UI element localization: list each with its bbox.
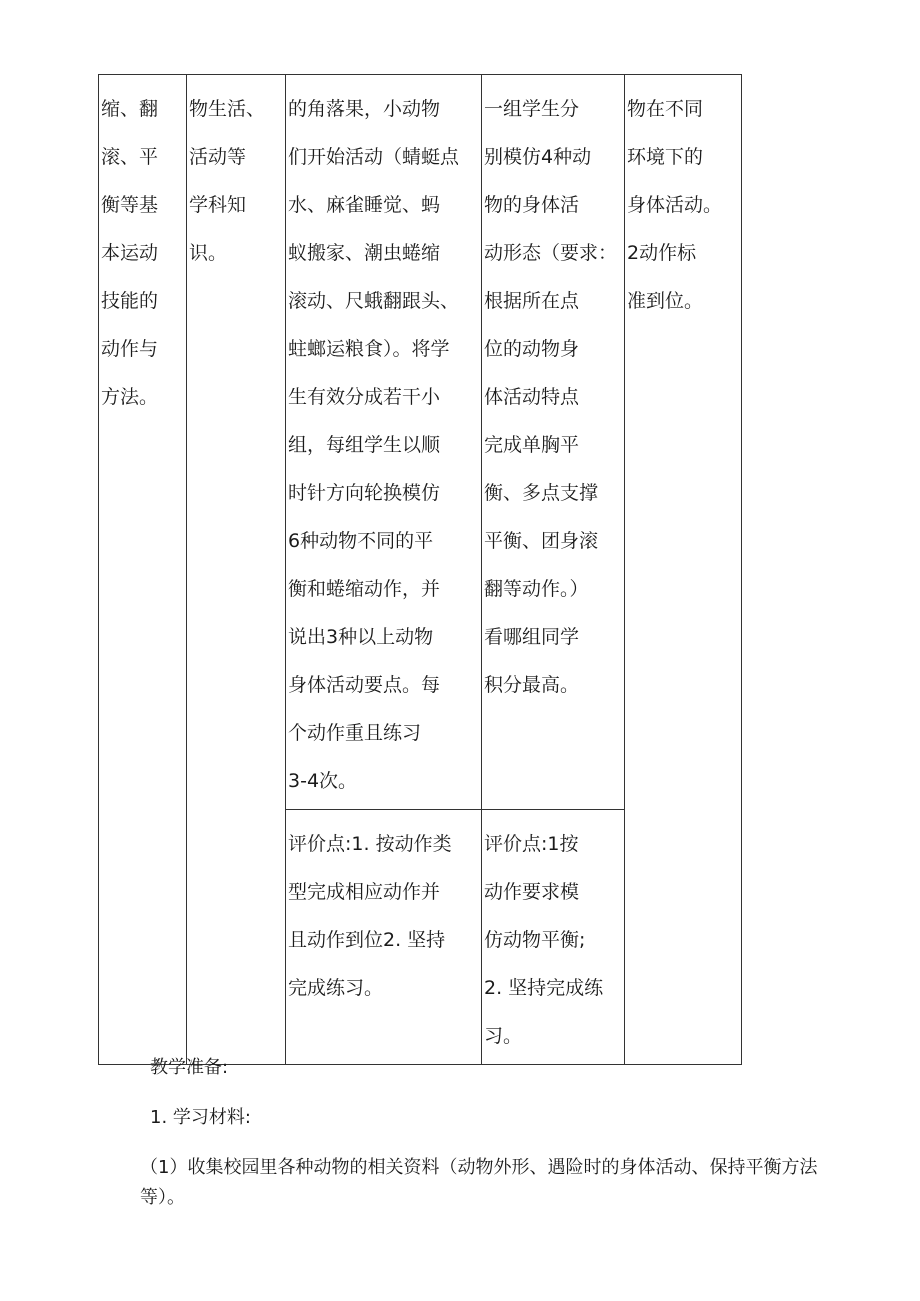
cell-line: 的角落果，小动物 (288, 98, 441, 120)
cell-line: 动形态（要求： (484, 242, 618, 264)
cell-line: 仿动物平衡; (484, 929, 586, 951)
cell-line: 积分最高。 (484, 674, 580, 696)
student-activity-cell (482, 75, 625, 810)
cell-line: 且动作到位2. 坚持 (288, 929, 446, 951)
cell-line: 完成练习。 (288, 977, 384, 999)
cell-line: 身体活动要点。每 (288, 674, 441, 696)
cell-line: 根据所在点 (484, 290, 580, 312)
cell-line: 2. 坚持完成练 (484, 977, 604, 999)
cell-line: 缩、翻 (101, 98, 159, 120)
cell-line: 准到位。 (627, 290, 704, 312)
cell-line: 蚁搬家、潮虫蜷缩 (288, 242, 441, 264)
goals-cell (625, 75, 742, 1065)
cell-line: 平衡、团身滚 (484, 530, 599, 552)
material-item-1: （1）收集校园里各种动物的相关资料（动物外形、遇险时的身体活动、保持平衡方法等）。 (140, 1157, 818, 1208)
cell-line: 体活动特点 (484, 386, 580, 408)
cell-line: 看哪组同学 (484, 626, 580, 648)
cell-line: 身体活动。 (627, 194, 723, 216)
cell-line: 说出3种以上动物 (288, 626, 434, 648)
cell-line: 活动等 (189, 146, 247, 168)
cell-line: 动作与 (101, 338, 159, 360)
skills-cell (99, 75, 187, 1065)
cell-line: 方法。 (101, 386, 159, 408)
cell-line: 完成单胸平 (484, 434, 580, 456)
cell-line: 个动作重且练习 (288, 722, 422, 744)
cell-line: 翻等动作。） (484, 578, 589, 600)
cell-line: 位的动物身 (484, 338, 580, 360)
preparation-heading: 教学准备: (150, 1057, 229, 1078)
cell-line: 别模仿4种动 (484, 146, 592, 168)
cell-line: 评价点:1按 (484, 833, 579, 855)
cell-line: 滚动、尺蛾翻跟头、 (288, 290, 460, 312)
student-evaluation-cell (482, 810, 625, 1065)
lesson-plan-table (98, 74, 742, 1065)
cell-line: 生有效分成若干小 (288, 386, 441, 408)
materials-heading: 1. 学习材料: (150, 1107, 251, 1128)
cell-line: 型完成相应动作并 (288, 881, 441, 903)
cell-line: 水、麻雀睡觉、蚂 (288, 194, 441, 216)
cell-line: 组，每组学生以顺 (288, 434, 441, 456)
cell-line: 一组学生分 (484, 98, 580, 120)
table-row (99, 75, 742, 810)
cell-line: 衡、多点支撑 (484, 482, 599, 504)
cell-line: 评价点:1. 按动作类 (288, 833, 452, 855)
cell-line: 环境下的 (627, 146, 704, 168)
cell-line: 滚、平 (101, 146, 159, 168)
cell-line: 物的身体活 (484, 194, 580, 216)
cell-line: 衡和蜷缩动作，并 (288, 578, 441, 600)
teacher-evaluation-cell (286, 810, 482, 1065)
cell-line: 动作要求模 (484, 881, 580, 903)
knowledge-cell (187, 75, 286, 1065)
cell-line: 6种动物不同的平 (288, 530, 434, 552)
activity-cell (286, 75, 482, 810)
cell-line: 们开始活动（蜻蜓点 (288, 146, 460, 168)
cell-line: 蛀螂运粮食）。将学 (288, 338, 450, 360)
cell-line: 学科知 (189, 194, 247, 216)
cell-line: 技能的 (101, 290, 159, 312)
cell-line: 3-4次。 (288, 770, 358, 792)
cell-line: 衡等基 (101, 194, 159, 216)
cell-line: 物生活、 (189, 98, 266, 120)
cell-line: 识。 (189, 242, 228, 264)
cell-line: 2动作标 (627, 242, 697, 264)
cell-line: 时针方向轮换模仿 (288, 482, 441, 504)
cell-line: 本运动 (101, 242, 159, 264)
cell-line: 习。 (484, 1025, 523, 1047)
cell-line: 物在不同 (627, 98, 704, 120)
